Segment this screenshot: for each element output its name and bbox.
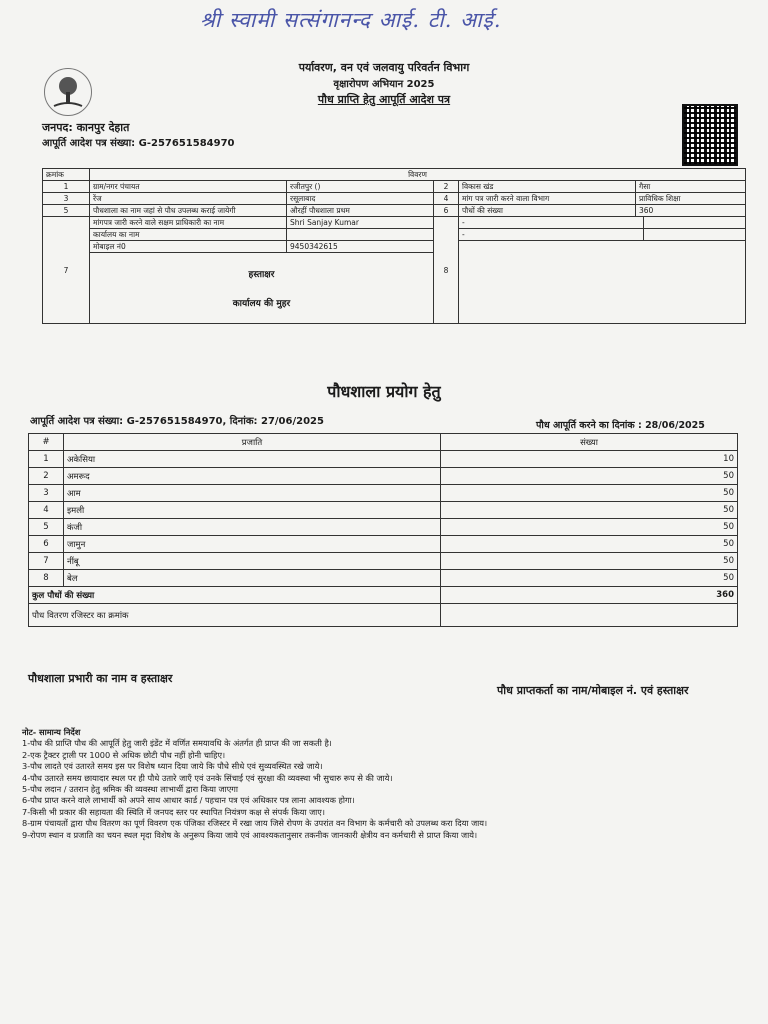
table-row (29, 468, 738, 485)
species-header: प्रजाति (64, 434, 441, 451)
species-name: अमरूद (64, 468, 441, 485)
species-count: 50 (441, 570, 738, 587)
note-item: 6-पौध प्राप्त करने वाले लाभार्थी को अपने साथ आधार कार्ड / पहचान पत्र एवं अधिकार पत्र लाना आवश्यक होगा। (22, 795, 355, 806)
row-label: मांगपत्र जारी करने वाले सक्षम प्राधिकारी का नाम (90, 217, 287, 229)
row-number: 1 (43, 181, 90, 193)
row-value: औरहीं पौधशाला प्रथम (287, 205, 434, 217)
species-name: बेल (64, 570, 441, 587)
species-count: 50 (441, 485, 738, 502)
row-number: 7 (43, 217, 90, 324)
species-name: नींबू (64, 553, 441, 570)
species-name: कंजी (64, 519, 441, 536)
species-count: 50 (441, 468, 738, 485)
species-count: 50 (441, 519, 738, 536)
supply-date: पौध आपूर्ति करने का दिनांक : 28/06/2025 (536, 420, 705, 431)
species-count: 50 (441, 536, 738, 553)
row-number: 4 (434, 193, 459, 205)
row-number: 2 (29, 468, 64, 485)
species-table (28, 433, 738, 627)
row-value: प्राविधिक शिक्षा (636, 193, 746, 205)
row-label: मोबाइल नं0 (90, 241, 287, 253)
empty-cell (441, 604, 738, 627)
table-row (29, 553, 738, 570)
species-count: 50 (441, 502, 738, 519)
row-value: रजीतपुर () (287, 181, 434, 193)
species-name: अकेसिया (64, 451, 441, 468)
table-row (29, 519, 738, 536)
note-item: 2-एक ट्रैक्टर ट्राली पर 1000 से अधिक छोटी पौध नहीं होनी चाहिए। (22, 749, 226, 760)
species-count: 50 (441, 553, 738, 570)
total-value: 360 (441, 587, 738, 604)
species-name: आम (64, 485, 441, 502)
row-number: 3 (29, 485, 64, 502)
department-title: पर्यावरण, वन एवं जलवायु परिवर्तन विभाग (298, 61, 470, 74)
row-number: 7 (29, 553, 64, 570)
order-number-date: आपूर्ति आदेश पत्र संख्या: G-257651584970, दिनांक: 27/06/2025 (30, 416, 324, 427)
row-value: - (459, 217, 644, 229)
row-value: - (459, 229, 644, 241)
row-label: मांग पत्र जारी करने वाला विभाग (459, 193, 636, 205)
order-number: आपूर्ति आदेश पत्र संख्या: G-257651584970 (42, 138, 235, 149)
row-number: 8 (434, 217, 459, 324)
kramank-header: क्रमांक (43, 169, 90, 181)
note-item: 8-ग्राम पंचायतों द्वारा पौध वितरण का पूर्ण विवरण एक पंजिका रजिस्टर में रखा जाय जिसे रोपण के उपरांत वन विभाग के कर्मचारी को उपलब्ध करा दिया जाय। (22, 818, 488, 829)
section-title: पौधशाला प्रयोग हेतु (327, 382, 441, 401)
row-label: कार्यालय का नाम (90, 229, 287, 241)
row-number: 3 (43, 193, 90, 205)
table-row (29, 502, 738, 519)
row-number: 5 (43, 205, 90, 217)
handwritten-note: श्री स्वामी सत्संगानन्द आई. टी. आई. (200, 8, 502, 32)
row-number: 2 (434, 181, 459, 193)
row-value: 360 (636, 205, 746, 217)
signature-seal-cell (90, 253, 434, 324)
janpad: जनपद: कानपुर देहात (42, 121, 130, 134)
notes-title: नोट- सामान्य निर्देश (22, 727, 81, 737)
vivran-header: विवरण (90, 169, 746, 181)
row-number: 5 (29, 519, 64, 536)
form-title: पौध प्राप्ति हेतु आपूर्ति आदेश पत्र (317, 93, 451, 106)
row-label: रेंज (90, 193, 287, 205)
row-value: Shri Sanjay Kumar (287, 217, 434, 229)
note-item: 9-रोपण स्थान व प्रजाति का चयन स्थल मृदा विशेष के अनुरूप किया जाये एवं आवश्यकतानुसार तकनीक जानकारी क्षेत्रीय वन कर्मचारी से प्राप्त किया जाये। (22, 829, 478, 840)
row-label: पौधों की संख्या (459, 205, 636, 217)
empty-cell (644, 229, 746, 241)
qr-code (682, 104, 738, 166)
row-label: विकास खंड (459, 181, 636, 193)
details-table (42, 168, 746, 324)
empty-cell (459, 241, 746, 324)
recipient-sign-label: पौध प्राप्तकर्ता का नाम/मोबाइल नं. एवं हस्ताक्षर (497, 684, 689, 697)
note-item: 7-किसी भी प्रकार की सहायता की स्थिति में जनपद स्तर पर स्थापित नियंत्रण कक्ष से संपर्क किया जाए। (22, 806, 325, 817)
signature-label: हस्ताक्षर (248, 270, 275, 280)
count-header: संख्या (441, 434, 738, 451)
campaign-title: वृक्षारोपण अभियान 2025 (333, 79, 435, 90)
nursery-incharge-sign-label: पौधशाला प्रभारी का नाम व हस्ताक्षर (28, 672, 173, 685)
note-item: 5-पौध लदान / उतरान हेतु श्रमिक की व्यवस्था लाभार्थी द्वारा किया जाएगा (22, 784, 239, 795)
empty-cell (644, 217, 746, 229)
note-item: 3-पौध लादते एवं उतारते समय इस पर विशेष ध्यान दिया जाये कि पौधे सीधे एवं सुव्यवस्थित रखे जाये। (22, 761, 323, 772)
note-item: 1-पौध की प्राप्ति पौध की आपूर्ति हेतु जारी इंडेंट में वर्णित समयावधि के अंतर्गत ही प्राप्त की जा सकती है। (22, 738, 332, 749)
table-row (29, 451, 738, 468)
table-row (29, 570, 738, 587)
number-header: # (29, 434, 64, 451)
species-name: इमली (64, 502, 441, 519)
row-number: 4 (29, 502, 64, 519)
table-row (29, 485, 738, 502)
species-name: जामुन (64, 536, 441, 553)
row-value: गैसा (636, 181, 746, 193)
row-value: 9450342615 (287, 241, 434, 253)
row-number: 6 (29, 536, 64, 553)
empty-cell (287, 229, 434, 241)
register-label: पौध वितरण रजिस्टर का क्रमांक (29, 604, 441, 627)
general-instructions (22, 727, 487, 841)
total-label: कुल पौधों की संख्या (29, 587, 441, 604)
row-value: रसूलाबाद (287, 193, 434, 205)
row-number: 8 (29, 570, 64, 587)
row-label: पौधशाला का नाम जहां से पौध उपलब्ध कराई जायेगी (90, 205, 287, 217)
row-number: 6 (434, 205, 459, 217)
seal-label: कार्यालय की मुहर (232, 299, 291, 309)
species-count: 10 (441, 451, 738, 468)
note-item: 4-पौध उतारते समय छायादार स्थल पर ही पौधे उतारे जाएँ एवं उनके सिंचाई एवं सुरक्षा की व्यवस्था भी सुचारु रूप से की जाये। (22, 772, 393, 783)
row-number: 1 (29, 451, 64, 468)
row-label: ग्राम/नगर पंचायत (90, 181, 287, 193)
table-row (29, 536, 738, 553)
